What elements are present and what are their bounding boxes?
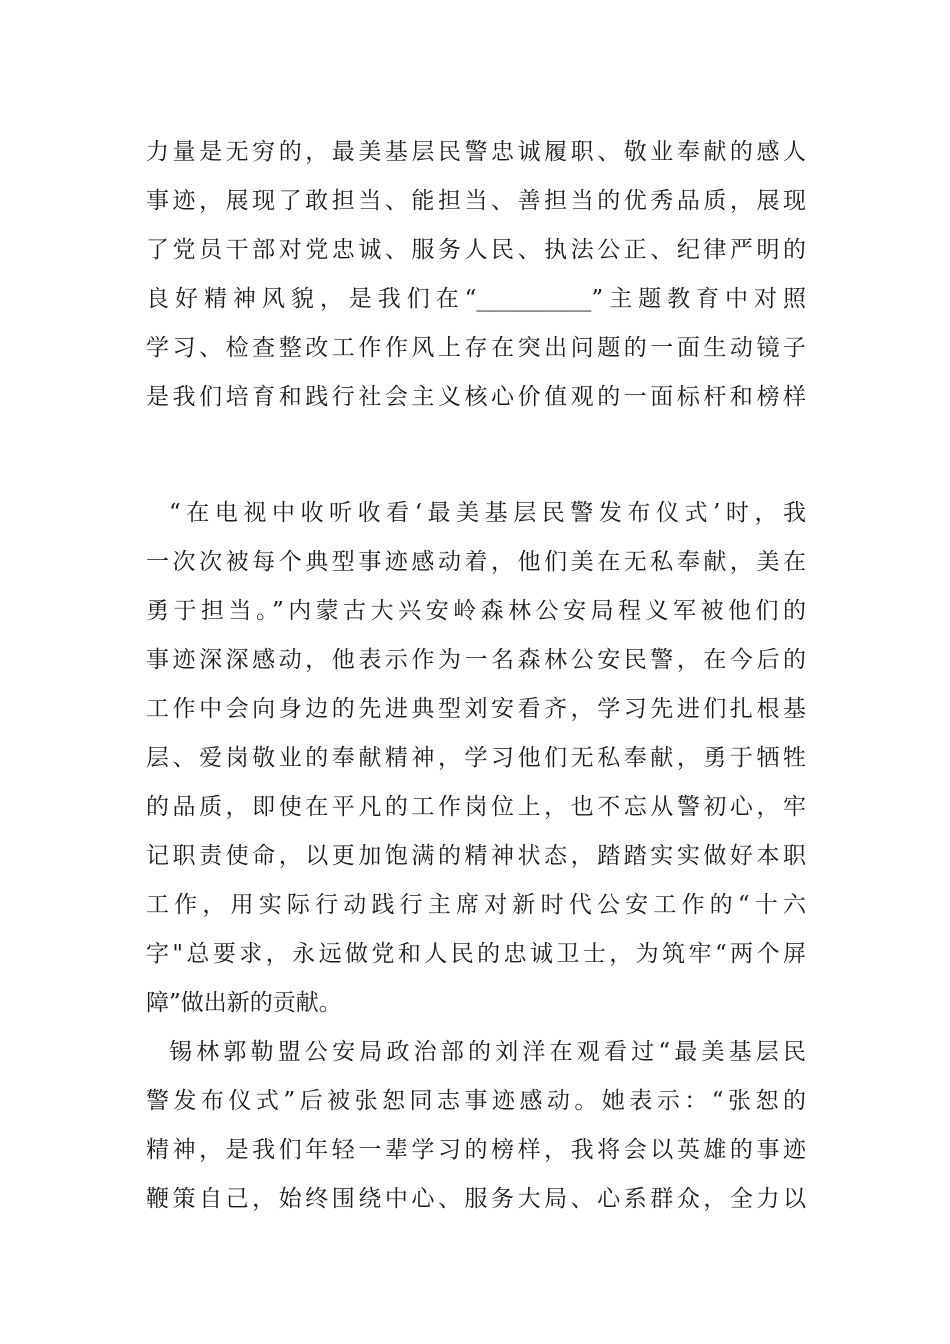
text-line: “在电视中收听收看‘最美基层民警发布仪式’时，我 <box>169 500 806 526</box>
paragraph-2 <box>146 489 806 1028</box>
text-line: 工作，用实际行动践行主席对新时代公安工作的“十六 <box>146 892 806 918</box>
text-line: 了党员干部对党忠诚、服务人民、执法公正、纪律严明的 <box>146 237 806 263</box>
text-line: 锡林郭勒盟公安局政治部的刘洋在观看过“最美基层民 <box>169 1039 806 1065</box>
paragraph-3 <box>146 1028 806 1224</box>
text-line: 障”做出新的贡献。 <box>146 990 342 1016</box>
paragraph-spacer <box>146 422 806 489</box>
text-line: 学习、检查整改工作作风上存在突出问题的一面生动镜子 <box>146 335 806 361</box>
text-line: 事迹深深感动，他表示作为一名森林公安民警，在今后的 <box>146 647 806 673</box>
text-line: 良好精神风貌，是我们在“__________”主题教育中对照 <box>146 286 806 312</box>
paragraph-1 <box>146 128 806 422</box>
text-line: 事迹，展现了敢担当、能担当、善担当的优秀品质，展现 <box>146 188 806 214</box>
text-line: 层、爱岗敬业的奉献精神，学习他们无私奉献，勇于牺牲 <box>146 745 806 771</box>
text-line: 记职责使命，以更加饱满的精神状态，踏踏实实做好本职 <box>146 843 806 869</box>
text-line: 警发布仪式”后被张恕同志事迹感动。她表示：“张恕的 <box>146 1088 806 1114</box>
text-line: 工作中会向身边的先进典型刘安看齐，学习先进们扎根基 <box>146 696 806 722</box>
text-line: 力量是无穷的，最美基层民警忠诚履职、敬业奉献的感人 <box>146 139 806 165</box>
text-line: 一次次被每个典型事迹感动着，他们美在无私奉献，美在 <box>146 549 806 575</box>
text-line: 的品质，即使在平凡的工作岗位上，也不忘从警初心，牢 <box>146 794 806 820</box>
text-line: 精神，是我们年轻一辈学习的榜样，我将会以英雄的事迹 <box>146 1137 806 1163</box>
text-line: 勇于担当。”内蒙古大兴安岭森林公安局程义军被他们的 <box>146 598 806 624</box>
document-page <box>146 128 806 1224</box>
text-line: 字"总要求，永远做党和人民的忠诚卫士，为筑牢“两个屏 <box>146 941 806 967</box>
text-line: 是我们培育和践行社会主义核心价值观的一面标杆和榜样 <box>146 384 806 410</box>
text-line: 鞭策自己，始终围绕中心、服务大局、心系群众，全力以 <box>146 1186 806 1212</box>
